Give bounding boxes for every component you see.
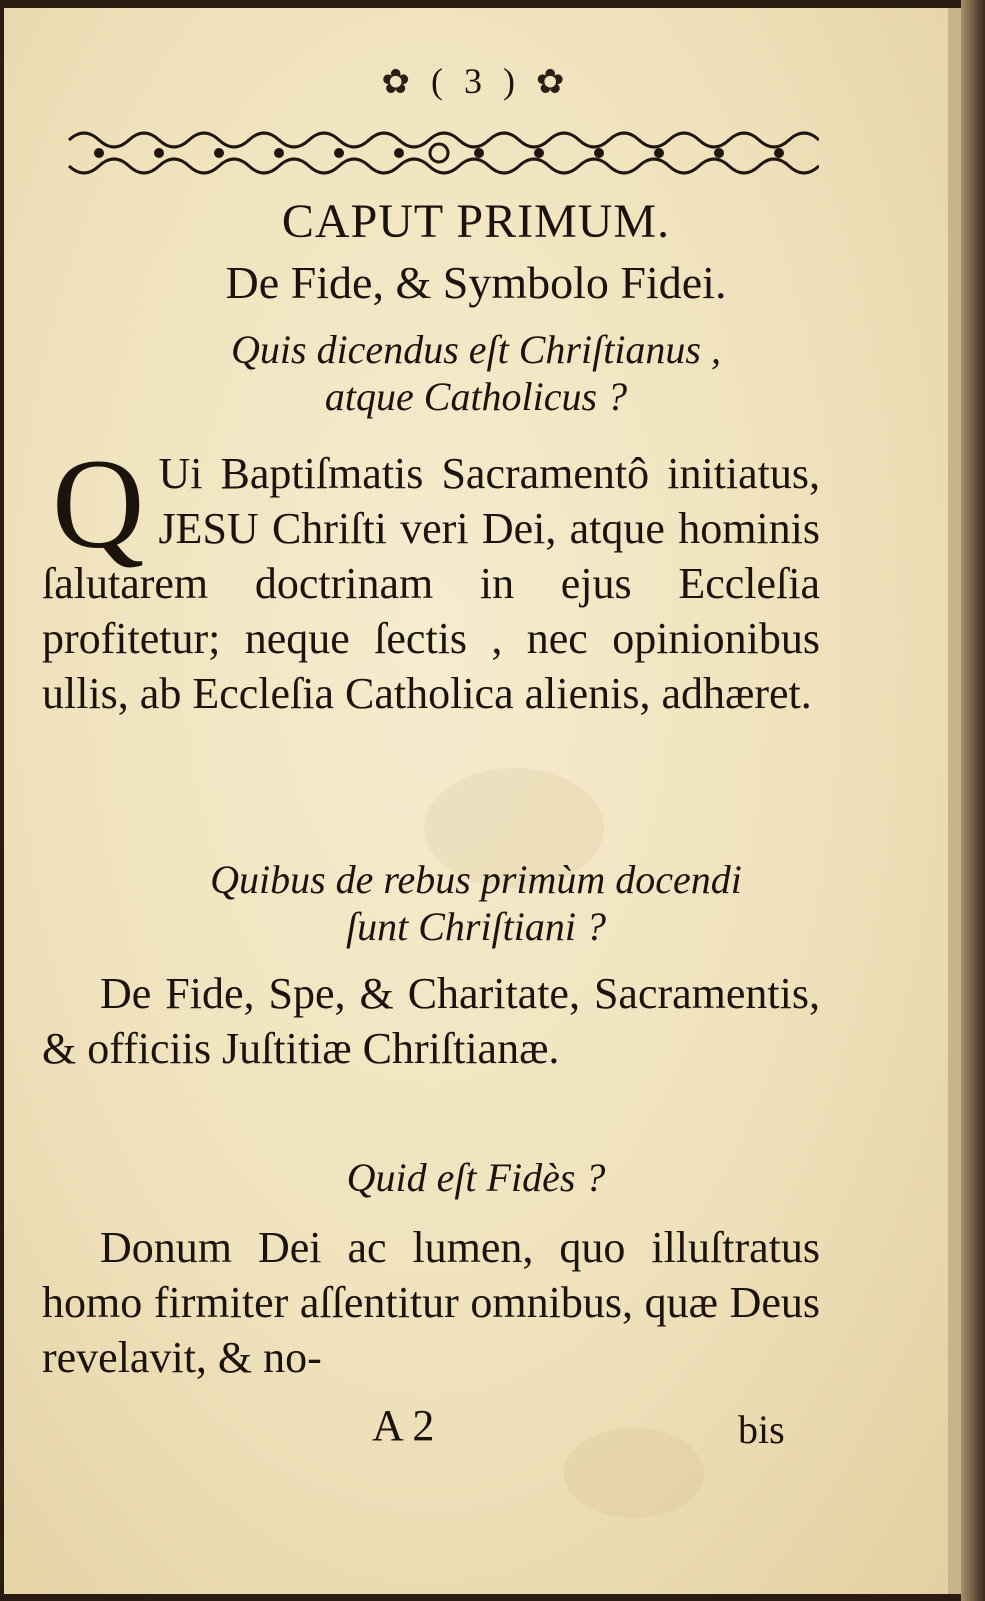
book-spine [961,0,985,1601]
question-2 [4,856,948,950]
question-3 [4,1154,948,1201]
question-line: atque Catholicus ? [324,374,628,419]
decorative-scroll-band-icon [59,120,819,186]
question-line: Quibus de rebus primùm docendi [210,857,742,902]
drop-cap: Q [52,433,145,575]
chapter-title: CAPUT PRIMUM. [281,195,671,248]
answer-2: De Fide, Spe, & Charitate, Sacramentis, & officiis Juſtitiæ Chriſtianæ. [42,969,820,1073]
signature-mark: A 2 [372,1401,435,1450]
answer-text: Ui Baptiſmatis Sacramentô initiatus, JESU Chriſti veri Dei, atque hominis ſalutarem doctrinam in ejus Eccleſia profitetur; neque ſectis , nec opinionibus ullis, ab Eccleſia Catholica alienis, adhæret. [42,449,820,718]
question-line: Quid eſt Fidès ? [346,1155,606,1200]
flower-ornament-icon: ✿ [535,62,571,102]
question-1 [4,326,948,420]
question-line: ſunt Chriſtiani ? [345,904,607,949]
book-page [4,8,962,1594]
answer-1 [42,433,820,721]
question-line: Quis dicendus eſt Chriſtianus , [231,327,721,372]
chapter-subtitle: De Fide, & Symbolo Fidei. [225,257,727,308]
answer-3: Donum Dei ac lumen, quo illuſtratus homo firmiter aſſentitur omnibus, quæ Deus revelavit, & no- [42,1223,820,1382]
page-number: ( 3 ) [431,61,521,101]
page-header [4,60,948,102]
catchword: bis [738,1407,785,1452]
paper-stain [564,1428,704,1518]
flower-ornament-icon: ✿ [381,62,416,102]
